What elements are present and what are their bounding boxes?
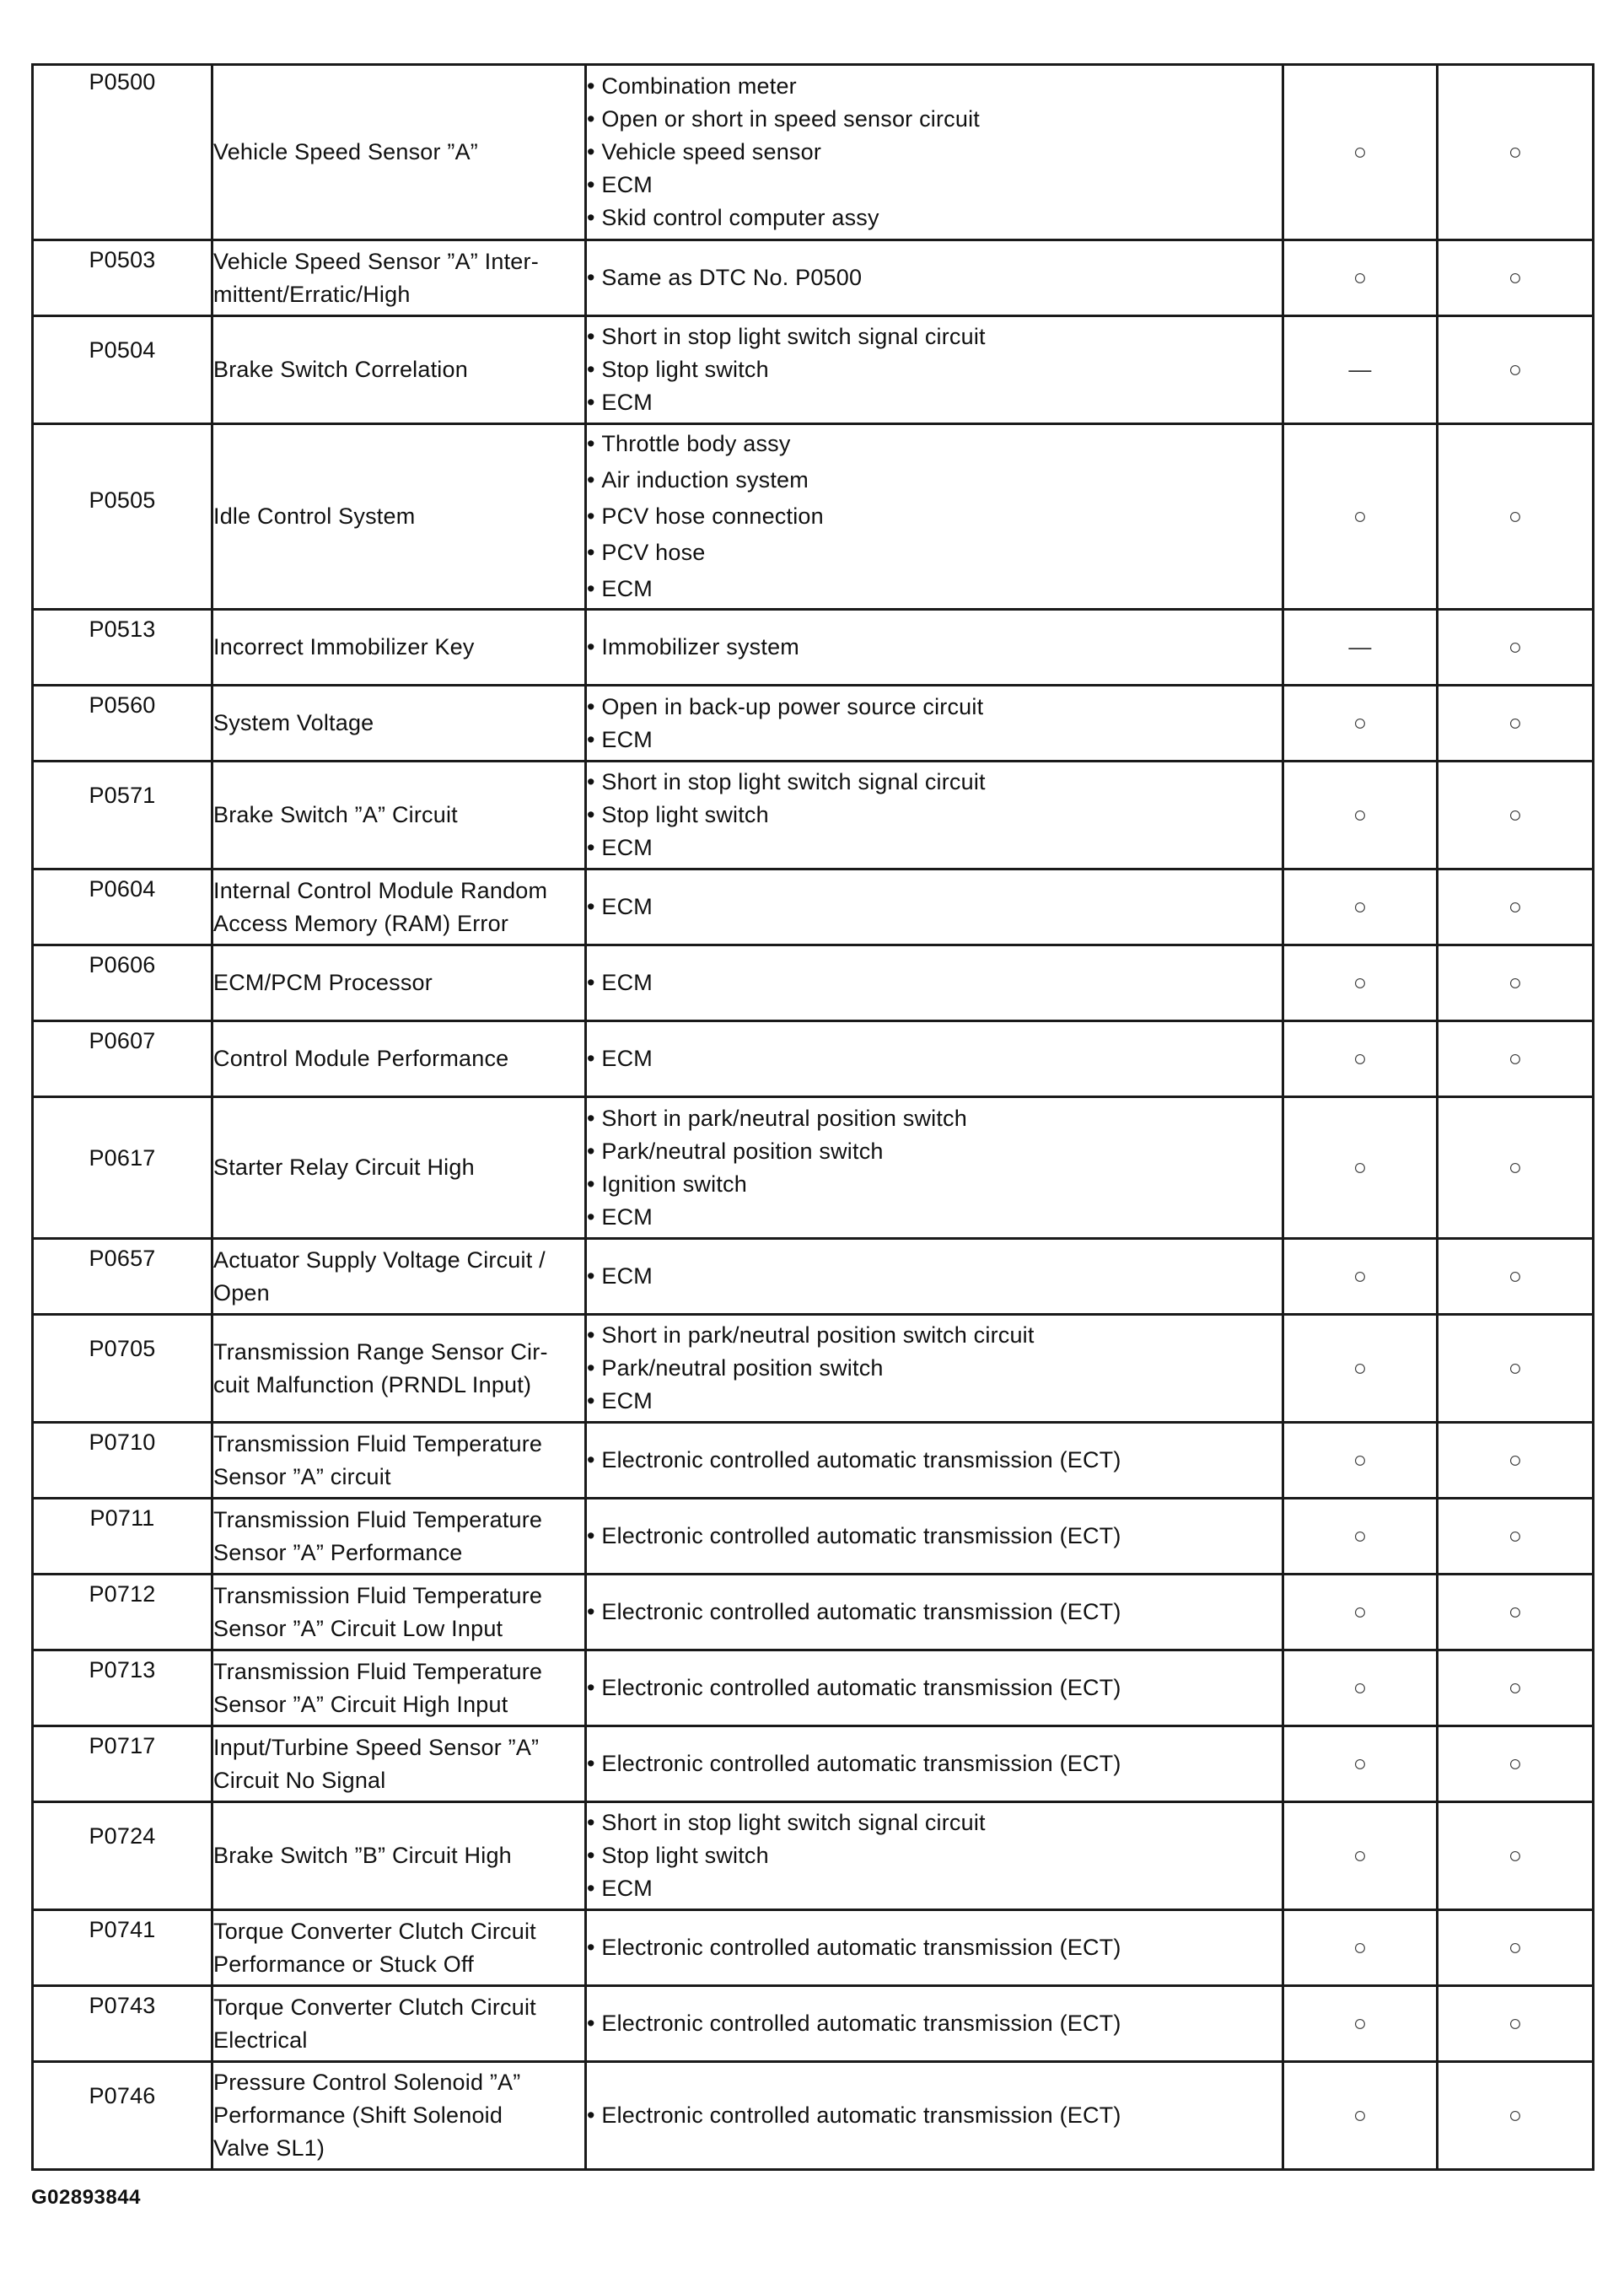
mil-indicator: ○: [1283, 1021, 1438, 1097]
dtc-code: P0743: [33, 1986, 212, 2062]
table-row: [33, 240, 1594, 316]
trouble-area-line: • Short in stop light switch signal circuit: [587, 766, 1282, 799]
detection-item: [212, 762, 586, 869]
detection-item-line: cuit Malfunction (PRNDL Input): [213, 1371, 532, 1397]
trouble-area-line: • ECM: [587, 966, 1282, 999]
trouble-area-line: • ECM: [587, 1385, 1282, 1418]
trouble-area-line: • Short in stop light switch signal circuit: [587, 320, 1282, 353]
detection-item: [212, 1726, 586, 1802]
table-row: [33, 1021, 1594, 1097]
trouble-area-line: • ECM: [587, 891, 1282, 923]
dtc-code: P0741: [33, 1910, 212, 1986]
trouble-area-line: • Ignition switch: [587, 1168, 1282, 1201]
trouble-area-line: • Vehicle speed sensor: [587, 136, 1282, 169]
table-row: [33, 1650, 1594, 1726]
memory-indicator: ○: [1438, 424, 1594, 610]
trouble-area-line: • Park/neutral position switch: [587, 1352, 1282, 1385]
dtc-code: P0657: [33, 1239, 212, 1315]
memory-indicator: ○: [1438, 1802, 1594, 1910]
mil-indicator: ○: [1283, 65, 1438, 240]
table-row: [33, 1726, 1594, 1802]
table-row: [33, 1986, 1594, 2062]
dtc-code: P0560: [33, 686, 212, 762]
detection-item: [212, 686, 586, 762]
trouble-area: [586, 1423, 1283, 1499]
detection-item-line: Input/Turbine Speed Sensor ”A”: [213, 1734, 540, 1760]
trouble-area-line: • Park/neutral position switch: [587, 1135, 1282, 1168]
memory-indicator: ○: [1438, 1097, 1594, 1239]
table-row: [33, 869, 1594, 945]
detection-item-line: Performance or Stuck Off: [213, 1951, 474, 1977]
trouble-area-line: • PCV hose: [587, 535, 1282, 571]
detection-item: [212, 316, 586, 424]
trouble-area-line: • Air induction system: [587, 462, 1282, 498]
table-row: [33, 65, 1594, 240]
memory-indicator: ○: [1438, 1986, 1594, 2062]
dtc-code: P0513: [33, 610, 212, 686]
memory-indicator: ○: [1438, 869, 1594, 945]
trouble-area: [586, 1021, 1283, 1097]
trouble-area: [586, 686, 1283, 762]
memory-indicator: ○: [1438, 1021, 1594, 1097]
trouble-area-line: • Skid control computer assy: [587, 202, 1282, 234]
detection-item-line: Sensor ”A” Circuit Low Input: [213, 1615, 503, 1641]
memory-indicator: ○: [1438, 1499, 1594, 1575]
table-row: [33, 1239, 1594, 1315]
memory-indicator: ○: [1438, 1910, 1594, 1986]
mil-indicator: ○: [1283, 1315, 1438, 1423]
mil-indicator: ○: [1283, 1802, 1438, 1910]
trouble-area-line: • Electronic controlled automatic transmission (ECT): [587, 1672, 1282, 1704]
trouble-area: [586, 1499, 1283, 1575]
memory-indicator: ○: [1438, 945, 1594, 1021]
memory-indicator: ○: [1438, 610, 1594, 686]
memory-indicator: ○: [1438, 1239, 1594, 1315]
detection-item-line: Transmission Fluid Temperature: [213, 1582, 543, 1608]
trouble-area: [586, 1726, 1283, 1802]
table-row: [33, 1575, 1594, 1650]
detection-item-line: mittent/Erratic/High: [213, 281, 411, 307]
detection-item-line: Brake Switch ”B” Circuit High: [213, 1843, 512, 1868]
dtc-code: P0604: [33, 869, 212, 945]
mil-indicator: ○: [1283, 2062, 1438, 2170]
trouble-area-line: • Electronic controlled automatic transmission (ECT): [587, 1444, 1282, 1477]
detection-item: [212, 424, 586, 610]
mil-indicator: ○: [1283, 424, 1438, 610]
trouble-area: [586, 65, 1283, 240]
dtc-code: P0504: [33, 316, 212, 424]
detection-item-line: Performance (Shift Solenoid: [213, 2102, 503, 2128]
detection-item-line: Transmission Fluid Temperature: [213, 1430, 543, 1456]
trouble-area: [586, 424, 1283, 610]
dtc-code: P0746: [33, 2062, 212, 2170]
detection-item-line: Internal Control Module Random: [213, 877, 548, 903]
trouble-area-line: • Combination meter: [587, 70, 1282, 103]
detection-item-line: Electrical: [213, 2027, 308, 2053]
detection-item-line: Torque Converter Clutch Circuit: [213, 1994, 536, 2020]
trouble-area: [586, 945, 1283, 1021]
mil-indicator: ○: [1283, 1423, 1438, 1499]
trouble-area-line: • Electronic controlled automatic transmission (ECT): [587, 1520, 1282, 1553]
trouble-area-line: • Same as DTC No. P0500: [587, 261, 1282, 294]
table-row: [33, 1499, 1594, 1575]
trouble-area-line: • Stop light switch: [587, 799, 1282, 832]
detection-item-line: Vehicle Speed Sensor ”A” Inter-: [213, 248, 539, 274]
detection-item-line: Torque Converter Clutch Circuit: [213, 1918, 536, 1944]
mil-indicator: ○: [1283, 762, 1438, 869]
detection-item-line: Pressure Control Solenoid ”A”: [213, 2070, 521, 2095]
detection-item: [212, 1910, 586, 1986]
detection-item-line: Sensor ”A” Circuit High Input: [213, 1691, 508, 1717]
detection-item: [212, 1499, 586, 1575]
detection-item: [212, 1097, 586, 1239]
trouble-area-line: • Short in park/neutral position switch: [587, 1102, 1282, 1135]
trouble-area-line: • Stop light switch: [587, 353, 1282, 386]
dtc-table: [31, 63, 1594, 2171]
detection-item: [212, 610, 586, 686]
memory-indicator: ○: [1438, 1575, 1594, 1650]
detection-item: [212, 2062, 586, 2170]
mil-indicator: ○: [1283, 1986, 1438, 2062]
table-row: [33, 686, 1594, 762]
memory-indicator: ○: [1438, 2062, 1594, 2170]
table-row: [33, 1097, 1594, 1239]
trouble-area: [586, 1097, 1283, 1239]
trouble-area: [586, 240, 1283, 316]
detection-item: [212, 240, 586, 316]
dtc-code: P0606: [33, 945, 212, 1021]
detection-item-line: Sensor ”A” circuit: [213, 1463, 391, 1489]
trouble-area: [586, 2062, 1283, 2170]
mil-indicator: ○: [1283, 1575, 1438, 1650]
trouble-area: [586, 1315, 1283, 1423]
mil-indicator: ○: [1283, 1650, 1438, 1726]
trouble-area: [586, 316, 1283, 424]
detection-item-line: Control Module Performance: [213, 1046, 509, 1071]
trouble-area: [586, 869, 1283, 945]
detection-item: [212, 1021, 586, 1097]
detection-item: [212, 1423, 586, 1499]
detection-item-line: Brake Switch Correlation: [213, 357, 468, 382]
memory-indicator: ○: [1438, 1423, 1594, 1499]
dtc-code: P0500: [33, 65, 212, 240]
detection-item-line: Transmission Range Sensor Cir-: [213, 1338, 548, 1365]
detection-item-line: Transmission Fluid Temperature: [213, 1658, 543, 1684]
mil-indicator: ○: [1283, 686, 1438, 762]
detection-item-line: System Voltage: [213, 710, 374, 735]
detection-item-line: Sensor ”A” Performance: [213, 1539, 463, 1565]
trouble-area-line: • Electronic controlled automatic transmission (ECT): [587, 1931, 1282, 1964]
detection-item-line: Transmission Fluid Temperature: [213, 1506, 543, 1532]
memory-indicator: ○: [1438, 240, 1594, 316]
trouble-area-line: • ECM: [587, 1201, 1282, 1234]
detection-item-line: Brake Switch ”A” Circuit: [213, 802, 458, 827]
dtc-code: P0505: [33, 424, 212, 610]
detection-item: [212, 1239, 586, 1315]
trouble-area-line: • ECM: [587, 571, 1282, 607]
trouble-area-line: • Short in stop light switch signal circuit: [587, 1806, 1282, 1839]
trouble-area-line: • Open in back-up power source circuit: [587, 691, 1282, 724]
trouble-area-line: • ECM: [587, 724, 1282, 756]
mil-indicator: —: [1283, 316, 1438, 424]
dtc-code: P0713: [33, 1650, 212, 1726]
table-row: [33, 945, 1594, 1021]
table-row: [33, 424, 1594, 610]
detection-item-line: Vehicle Speed Sensor ”A”: [213, 139, 478, 164]
detection-item: [212, 1802, 586, 1910]
trouble-area-line: • Electronic controlled automatic transmission (ECT): [587, 2007, 1282, 2040]
trouble-area: [586, 610, 1283, 686]
detection-item: [212, 869, 586, 945]
dtc-code: P0712: [33, 1575, 212, 1650]
detection-item-line: Open: [213, 1279, 270, 1306]
dtc-code: P0710: [33, 1423, 212, 1499]
trouble-area: [586, 1802, 1283, 1910]
detection-item-line: Valve SL1): [213, 2135, 325, 2161]
detection-item: [212, 1575, 586, 1650]
table-row: [33, 610, 1594, 686]
dtc-code: P0717: [33, 1726, 212, 1802]
figure-id: G02893844: [31, 2186, 141, 2209]
detection-item-line: Circuit No Signal: [213, 1767, 386, 1793]
detection-item-line: Actuator Supply Voltage Circuit /: [213, 1246, 546, 1273]
trouble-area: [586, 1910, 1283, 1986]
trouble-area-line: • Electronic controlled automatic transmission (ECT): [587, 1596, 1282, 1629]
detection-item: [212, 1986, 586, 2062]
detection-item-line: Idle Control System: [213, 503, 416, 529]
dtc-table-body: [33, 65, 1594, 2170]
detection-item-line: Starter Relay Circuit High: [213, 1155, 475, 1180]
memory-indicator: ○: [1438, 65, 1594, 240]
trouble-area: [586, 762, 1283, 869]
detection-item: [212, 1650, 586, 1726]
trouble-area: [586, 1650, 1283, 1726]
trouble-area-line: • ECM: [587, 1872, 1282, 1905]
mil-indicator: ○: [1283, 240, 1438, 316]
trouble-area-line: • Open or short in speed sensor circuit: [587, 103, 1282, 136]
table-row: [33, 2062, 1594, 2170]
trouble-area-line: • Stop light switch: [587, 1839, 1282, 1872]
mil-indicator: ○: [1283, 1239, 1438, 1315]
memory-indicator: ○: [1438, 1315, 1594, 1423]
trouble-area-line: • Throttle body assy: [587, 426, 1282, 462]
mil-indicator: ○: [1283, 1097, 1438, 1239]
trouble-area: [586, 1575, 1283, 1650]
table-row: [33, 1802, 1594, 1910]
detection-item: [212, 1315, 586, 1423]
trouble-area-line: • Short in park/neutral position switch circuit: [587, 1319, 1282, 1352]
trouble-area-line: • ECM: [587, 1260, 1282, 1293]
dtc-code: P0607: [33, 1021, 212, 1097]
dtc-code: P0705: [33, 1315, 212, 1423]
memory-indicator: ○: [1438, 1726, 1594, 1802]
mil-indicator: ○: [1283, 1910, 1438, 1986]
table-row: [33, 1910, 1594, 1986]
table-row: [33, 1315, 1594, 1423]
trouble-area-line: • Electronic controlled automatic transmission (ECT): [587, 2099, 1282, 2132]
trouble-area-line: • Electronic controlled automatic transmission (ECT): [587, 1747, 1282, 1780]
memory-indicator: ○: [1438, 316, 1594, 424]
trouble-area-line: • Immobilizer system: [587, 631, 1282, 664]
trouble-area-line: • ECM: [587, 169, 1282, 202]
trouble-area-line: • PCV hose connection: [587, 498, 1282, 535]
mil-indicator: ○: [1283, 1499, 1438, 1575]
detection-item: [212, 65, 586, 240]
dtc-code: P0724: [33, 1802, 212, 1910]
table-row: [33, 316, 1594, 424]
detection-item-line: Incorrect Immobilizer Key: [213, 634, 475, 660]
memory-indicator: ○: [1438, 1650, 1594, 1726]
memory-indicator: ○: [1438, 686, 1594, 762]
table-row: [33, 762, 1594, 869]
trouble-area-line: • ECM: [587, 386, 1282, 419]
trouble-area-line: • ECM: [587, 832, 1282, 864]
table-row: [33, 1423, 1594, 1499]
detection-item: [212, 945, 586, 1021]
trouble-area: [586, 1986, 1283, 2062]
mil-indicator: ○: [1283, 1726, 1438, 1802]
dtc-code: P0711: [33, 1499, 212, 1575]
trouble-area-line: • ECM: [587, 1042, 1282, 1075]
memory-indicator: ○: [1438, 762, 1594, 869]
mil-indicator: ○: [1283, 869, 1438, 945]
dtc-code: P0503: [33, 240, 212, 316]
trouble-area: [586, 1239, 1283, 1315]
dtc-code: P0571: [33, 762, 212, 869]
mil-indicator: —: [1283, 610, 1438, 686]
detection-item-line: Access Memory (RAM) Error: [213, 910, 509, 936]
mil-indicator: ○: [1283, 945, 1438, 1021]
dtc-code: P0617: [33, 1097, 212, 1239]
detection-item-line: ECM/PCM Processor: [213, 970, 433, 995]
